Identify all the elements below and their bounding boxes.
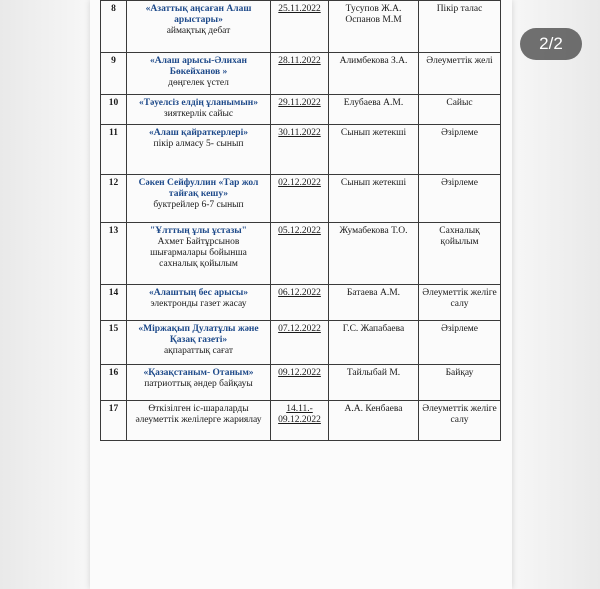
- row-number: 16: [101, 365, 127, 401]
- event-title: Сәкен Сейфуллин «Тар жол тайғақ кешу»: [138, 178, 259, 199]
- row-number: 14: [101, 285, 127, 321]
- event-title: «Азаттық аңсаған Алаш арыстары»: [145, 4, 252, 25]
- event-format: ақпараттық сағат: [163, 345, 234, 356]
- event-title: «Алаштың бес арысы»: [148, 288, 249, 298]
- events-table: [100, 0, 501, 441]
- table-row: [101, 401, 501, 441]
- row-number: 9: [101, 53, 127, 95]
- responsible-person: Батаева А.М.: [329, 285, 419, 321]
- event-format: Өткізілген іс-шараларды әлеуметтік желілерге жариялау: [135, 404, 262, 425]
- report-form: Байқау: [419, 365, 501, 401]
- table-row: [101, 53, 501, 95]
- event-title: "Ұлттың ұлы ұстазы": [150, 226, 247, 236]
- event-date: 29.11.2022: [271, 95, 329, 125]
- responsible-person: Елубаева А.М.: [329, 95, 419, 125]
- table-row: [101, 365, 501, 401]
- event-cell: [127, 175, 271, 223]
- report-form: Сайыс: [419, 95, 501, 125]
- event-date: 14.11.- 09.12.2022: [271, 401, 329, 441]
- report-form: Әзірлеме: [419, 321, 501, 365]
- table-row: [101, 125, 501, 175]
- page-indicator[interactable]: 2/2: [520, 28, 582, 60]
- table-row: [101, 285, 501, 321]
- event-date: 25.11.2022: [271, 1, 329, 53]
- event-format: пікір алмасу 5- сынып: [153, 138, 244, 149]
- event-cell: [127, 53, 271, 95]
- report-form: Әлеуметтік желі: [419, 53, 501, 95]
- responsible-person: Жумабекова Т.О.: [329, 223, 419, 285]
- row-number: 11: [101, 125, 127, 175]
- table-row: [101, 223, 501, 285]
- event-date: 30.11.2022: [271, 125, 329, 175]
- event-format: буктрейлер 6-7 сынып: [153, 199, 244, 210]
- event-title: «Алаш қайраткерлері»: [149, 128, 248, 138]
- row-number: 10: [101, 95, 127, 125]
- event-date: 07.12.2022: [271, 321, 329, 365]
- responsible-person: Алимбекова З.А.: [329, 53, 419, 95]
- row-number: 12: [101, 175, 127, 223]
- responsible-person: Сынып жетекші: [329, 175, 419, 223]
- event-format: зияткерлік сайыс: [163, 108, 234, 119]
- event-cell: [127, 223, 271, 285]
- event-format: электронды газет жасау: [150, 298, 247, 309]
- table-row: [101, 1, 501, 53]
- event-format: патриоттық әндер байқауы: [144, 378, 253, 389]
- event-cell: [127, 1, 271, 53]
- event-date: 02.12.2022: [271, 175, 329, 223]
- event-title: «Тәуелсіз елдің ұланымын»: [138, 98, 259, 108]
- responsible-person: А.А. Кенбаева: [329, 401, 419, 441]
- event-cell: [127, 365, 271, 401]
- event-cell: [127, 401, 271, 441]
- event-date: 06.12.2022: [271, 285, 329, 321]
- responsible-person: Тусупов Ж.А. Оспанов М.М: [329, 1, 419, 53]
- event-format: аймақтық дебат: [166, 25, 231, 36]
- event-cell: [127, 125, 271, 175]
- event-title: «Алаш арысы-Әлихан Бөкейханов »: [149, 56, 247, 77]
- responsible-person: Сынып жетекші: [329, 125, 419, 175]
- responsible-person: Г.С. Жапабаева: [329, 321, 419, 365]
- event-date: 28.11.2022: [271, 53, 329, 95]
- table-row: [101, 175, 501, 223]
- row-number: 13: [101, 223, 127, 285]
- event-date: 09.12.2022: [271, 365, 329, 401]
- table-row: [101, 321, 501, 365]
- event-format: Ахмет Байтұрсынов шығармалары бойынша сахналық қойылым: [150, 236, 247, 269]
- event-title: «Қазақстаным- Отаным»: [143, 368, 254, 378]
- event-date: 05.12.2022: [271, 223, 329, 285]
- row-number: 17: [101, 401, 127, 441]
- table-row: [101, 95, 501, 125]
- event-format: дөңгелек үстел: [168, 77, 229, 88]
- event-title: «Міржақып Дулатұлы және Қазақ газеті»: [138, 324, 259, 345]
- event-cell: [127, 95, 271, 125]
- event-cell: [127, 285, 271, 321]
- event-cell: [127, 321, 271, 365]
- report-form: Сахналық қойылым: [419, 223, 501, 285]
- report-form: Пікір талас: [419, 1, 501, 53]
- row-number: 8: [101, 1, 127, 53]
- report-form: Әзірлеме: [419, 125, 501, 175]
- report-form: Әзірлеме: [419, 175, 501, 223]
- responsible-person: Тайлыбай М.: [329, 365, 419, 401]
- report-form: Әлеуметтік желіге салу: [419, 285, 501, 321]
- report-form: Әлеуметтік желіге салу: [419, 401, 501, 441]
- row-number: 15: [101, 321, 127, 365]
